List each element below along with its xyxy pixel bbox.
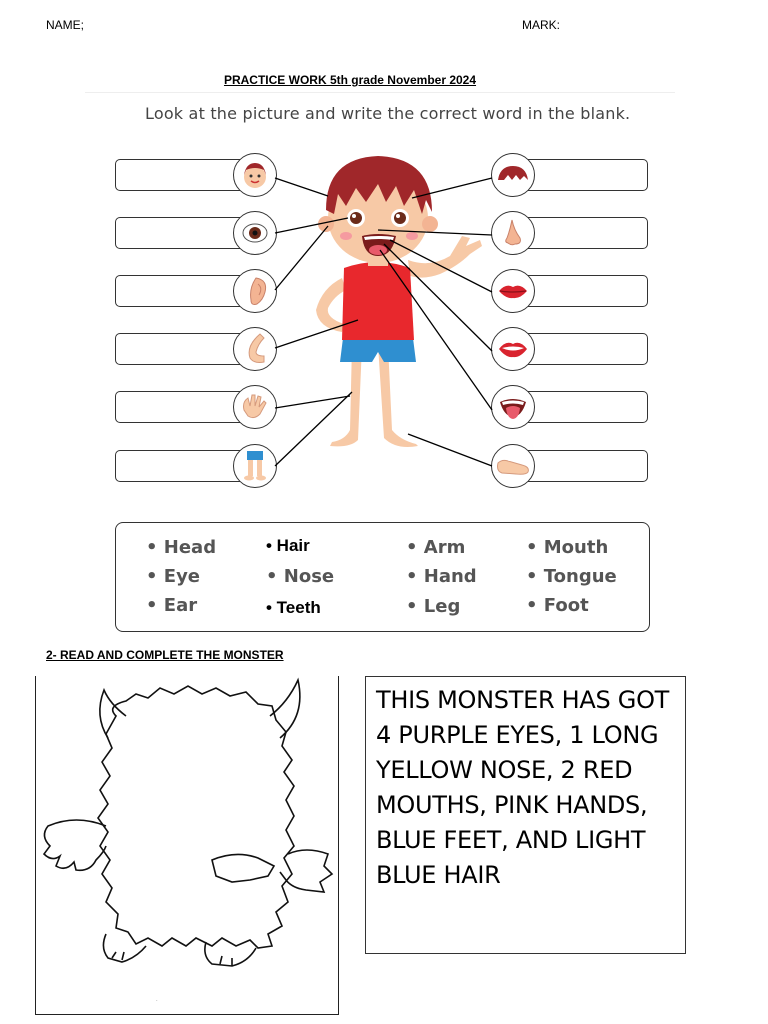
word-arm: • Arm (406, 537, 466, 558)
monster-outline (36, 676, 338, 1014)
svg-text:.: . (156, 997, 158, 1003)
child-illustration (0, 140, 768, 500)
page-title: PRACTICE WORK 5th grade November 2024 (223, 73, 477, 87)
section2-heading: 2- READ AND COMPLETE THE MONSTER (46, 648, 284, 662)
word-hand: • Hand (406, 566, 477, 587)
word-foot: • Foot (526, 595, 589, 616)
mark-label: MARK: (522, 18, 561, 32)
word-hair: • Hair (266, 536, 310, 555)
word-mouth: • Mouth (526, 537, 609, 558)
word-tongue: • Tongue (526, 566, 617, 587)
instruction-text: Look at the picture and write the correct word in the blank. (145, 104, 631, 123)
word-eye: • Eye (146, 566, 201, 587)
word-teeth: • Teeth (266, 598, 321, 617)
monster-frame (35, 676, 339, 1015)
word-bank-box (115, 522, 650, 632)
name-label: NAME; (46, 18, 85, 32)
monster-description: THIS MONSTER HAS GOT 4 PURPLE EYES, 1 LONG YELLOW NOSE, 2 RED MOUTHS, PINK HANDS, BLUE FEET, AND LIGHT BLUE HAIR (376, 686, 670, 889)
monster-description-box (365, 676, 686, 954)
word-head: • Head (146, 537, 217, 558)
word-leg: • Leg (406, 596, 461, 617)
word-nose: • Nose (266, 566, 335, 587)
divider (85, 92, 675, 93)
word-ear: • Ear (146, 595, 198, 616)
